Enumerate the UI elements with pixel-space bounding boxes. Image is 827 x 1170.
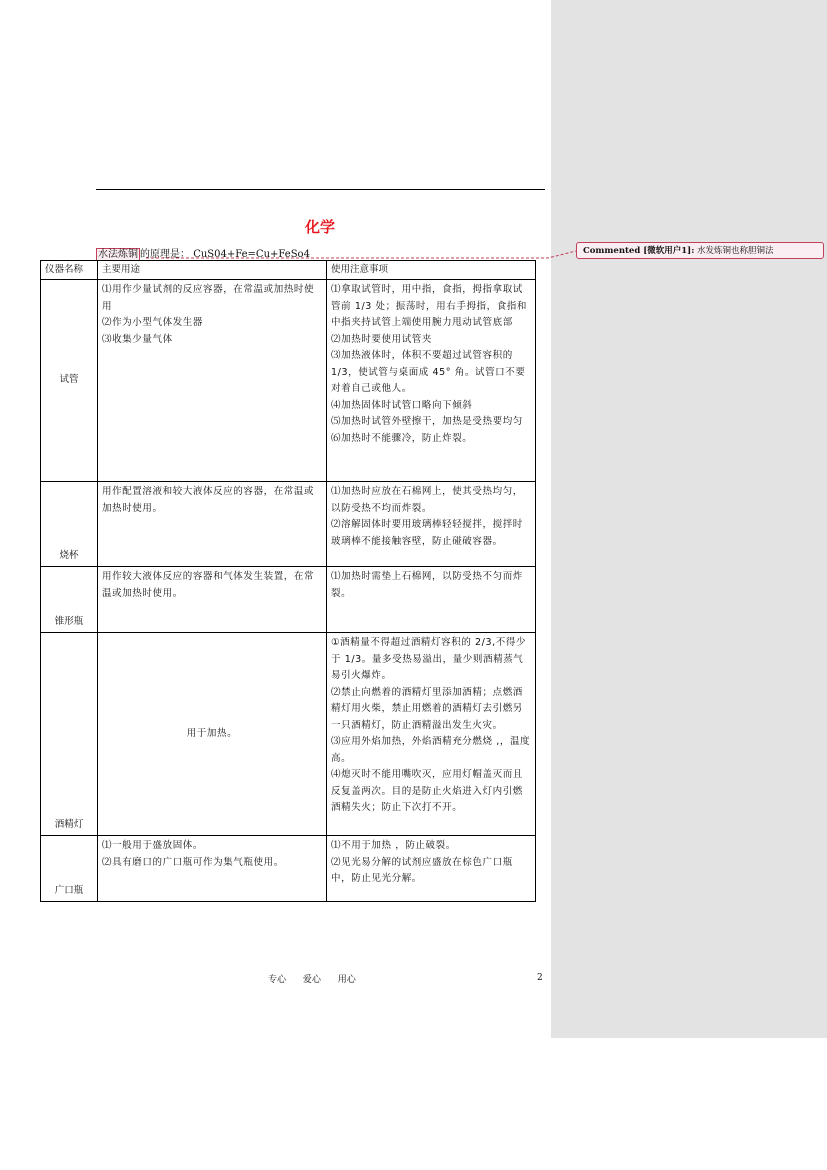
note-item: ⑷加热固体时试管口略向下倾斜: [331, 399, 473, 411]
table-header-row: [41, 261, 536, 280]
note-item: ⑶应用外焰加热，外焰酒精充分燃烧 ,，温度高。: [331, 736, 531, 764]
use-item: 用作配置溶液和较大液体反应的容器，在常温或加热时使用。: [102, 486, 315, 514]
intro-line: [96, 245, 310, 260]
comment-author: Commented [微软用户1]:: [583, 246, 695, 256]
use-cell: [98, 567, 327, 633]
note-item: ⑷熄灭时不能用嘴吹灭，应用灯帽盖灭而且反复盖两次。目的是防止火焰进入灯内引燃酒精失火；防止下次打不开。: [331, 769, 523, 813]
use-cell: [98, 836, 327, 902]
header-notes: 使用注意事项: [327, 261, 536, 280]
notes-cell: [327, 280, 536, 482]
notes-cell: [327, 482, 536, 567]
table-row: [41, 280, 536, 482]
note-item: ⑸加热时试管外壁擦干，加热是受热要均匀: [331, 416, 523, 427]
page-number: 2: [537, 973, 543, 983]
note-item: ①酒精量不得超过酒精灯容积的 2/3,不得少于 1/3。量多受热易溢出，量少则酒精蒸气易引火爆炸。: [331, 637, 527, 681]
use-item: 用于加热。: [186, 727, 238, 739]
use-cell: [98, 482, 327, 567]
table-row: [41, 482, 536, 567]
table-row: [41, 836, 536, 902]
header-rule: [96, 189, 545, 190]
instrument-name: 酒精灯: [41, 633, 98, 836]
note-item: ⑹加热时不能骤冷，防止炸裂。: [331, 432, 473, 444]
instrument-name: 烧杯: [41, 482, 98, 567]
table-row: [41, 633, 536, 836]
use-item: 用作较大液体反应的容器和气体发生装置，在常温或加热时使用。: [102, 571, 315, 599]
note-item: ⑵禁止向燃着的酒精灯里添加酒精；点燃酒精灯用火柴，禁止用燃着的酒精灯去引燃另一只酒精灯，防止酒精溢出发生火灾。: [331, 686, 523, 731]
use-item: ⑴用作少量试剂的反应容器，在常温或加热时使用: [102, 284, 315, 312]
use-item: ⑶收集少量气体: [102, 333, 173, 345]
notes-cell: [327, 836, 536, 902]
comment-bubble[interactable]: [576, 242, 824, 259]
table-row: [41, 567, 536, 633]
note-item: ⑵溶解固体时要用玻璃棒轻轻搅拌，搅拌时玻璃棒不能接触容壁，防止碰破容器。: [331, 519, 523, 547]
notes-cell: [327, 633, 536, 836]
footer-motto: 专心 爱心 用心: [268, 975, 356, 985]
note-item: ⑴拿取试管时，用中指，食指，拇指拿取试管前 1/3 处；振荡时，用右手拇指，食指和中指夹持试管上端使用腕力甩动试管底部: [331, 284, 528, 328]
intro-label: 的原理是：: [140, 249, 190, 260]
note-item: ⑵加热时要使用试管夹: [331, 333, 433, 345]
note-item: ⑴加热时需垫上石棉网，以防受热不匀而炸裂。: [331, 571, 523, 599]
instrument-name: 试管: [41, 280, 98, 482]
use-item: ⑵作为小型气体发生器: [102, 317, 204, 328]
commented-text[interactable]: 水法炼铜: [98, 249, 138, 260]
comment-text: 水发炼铜也称胆铜法: [697, 246, 774, 256]
document-title: 化学: [305, 218, 336, 236]
reaction-equation: CuS04+Fe=Cu+FeSo4: [193, 249, 310, 260]
use-item: ⑴一般用于盛放固体。: [102, 840, 204, 851]
note-item: ⑴不用于加热 ，防止破裂。: [331, 840, 456, 851]
note-item: ⑴加热时应放在石棉网上，使其受热均匀，以防受热不均而炸裂。: [331, 486, 523, 514]
instrument-name: 广口瓶: [41, 836, 98, 902]
header-name: 仪器名称: [41, 261, 98, 280]
header-use: 主要用途: [98, 261, 327, 280]
notes-cell: [327, 567, 536, 633]
note-item: ⑵见光易分解的试剂应盛放在棕色广口瓶中，防止见光分解。: [331, 856, 513, 884]
use-item: ⑵具有磨口的广口瓶可作为集气瓶使用。: [102, 856, 284, 868]
use-cell: [98, 633, 327, 836]
instrument-name: 锥形瓶: [41, 567, 98, 633]
note-item: ⑶加热液体时，体积不要超过试管容积的 1/3，使试管与桌面成 45° 角。试管口不要对着自己或他人。: [331, 350, 526, 394]
use-cell: [98, 280, 327, 482]
comment-pane: [551, 0, 827, 1038]
instrument-table: [40, 260, 536, 902]
